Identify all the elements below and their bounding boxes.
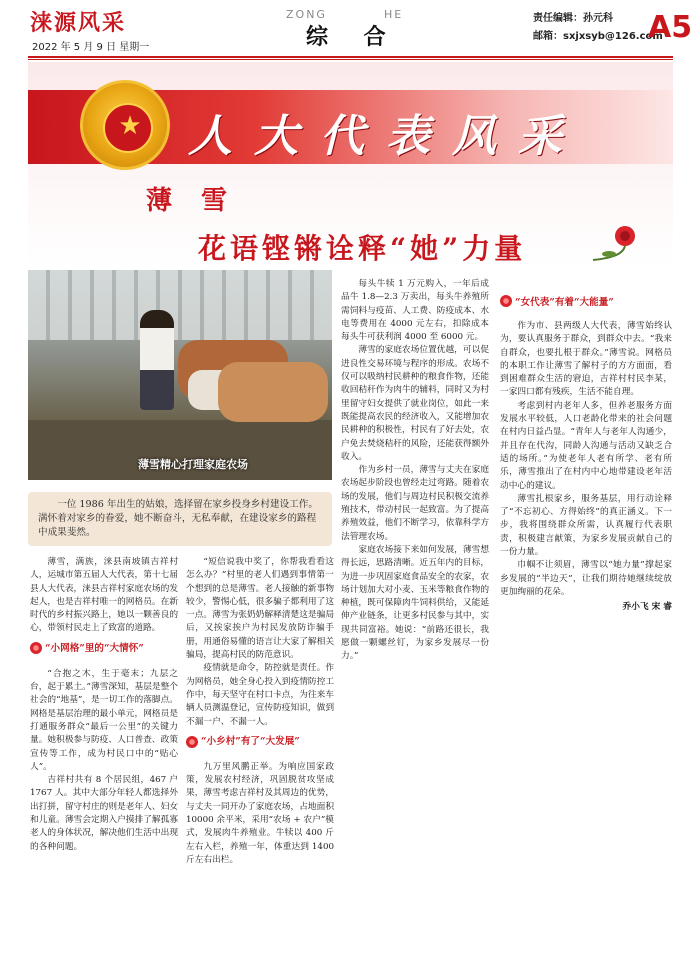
article-paragraph: 吉祥村共有 8 个居民组，467 户 1767 人。其中大部分年轻人都选择外出打拼，留守村庄的则是老年人、妇女和儿童。薄雪会定期入户摸排了解孤寡老人的身体状况，解决他们生活中出现的各种问题。 [30,775,178,852]
article-paragraph: 薄雪扎根家乡，服务基层，用行动诠释了“不忘初心、方得始终”的真正涵义。下一步，我将围绕群众所需，认真履行代表职责，积极建言献策，为家乡发展贡献自己的一份力量。 [500,493,672,558]
issue-date: 2022 年 5 月 9 日 星期一 [32,42,150,53]
article-column-3 [341,278,489,974]
article-paragraph: 九万里风鹏正举。为响应国家政策，发展农村经济，巩固脱贫攻坚成果，薄雪考虑吉祥村及其周边的优势，与丈夫一同开办了家庭农场，占地面积 10000 余平米，采用“农场 + 农户”模式，发展肉牛养殖业。牛犊以 400 斤左右入栏，养殖一年，体重达到 1400 斤左右出栏。 [186,761,334,865]
subheading-3 [500,292,672,314]
masthead-rule [28,56,673,58]
masthead [0,0,700,56]
editor-email[interactable]: sxjxsyb@126.com [563,31,663,42]
article-column-1 [30,556,178,974]
section-name: 综 合 [306,24,400,50]
national-emblem-icon: ★ [80,80,170,170]
byline: 乔小飞 宋 睿 [622,602,672,613]
subheading-text: “女代表”有着“大能量” [515,297,614,308]
section-pinyin-right: HE [384,8,404,21]
article-paragraph: “短信说我中奖了，你帮我看看这怎么办？”村里的老人们遇到事情第一个想到的总是薄雪。老人接触的新事物较少，警惕心低，很多骗子都利用了这一点。薄雪为张奶奶解释清楚这是骗局后，又挨家挨户为村民发放防诈骗手册，用通俗易懂的语言让大家了解相关骗局，提高村民的防范意识。 [186,557,334,661]
article-paragraph: 疫情就是命令，防控就是责任。作为网格员，她全身心投入到疫情防控工作中，每天坚守在村口卡点，为往来车辆人员测温登记，宣传防疫知识，做到不漏一户、不漏一人。 [186,663,334,727]
flower-icon [30,642,42,654]
article-paragraph: 薄雪的家庭农场位置优越，可以促进良性交易环境与程序的形成。农场不仅可以吸纳村民耕种的粮食作物，还能收回秸秆作为肉牛的辅料，同时又为村里留守妇女提供了就业岗位，如此一来既能提高农民的经济收入，又能增加农民耕种的积极性，村民有了好去处，农户免去焚烧秸秆的风险，还能获得额外收入。 [341,345,489,462]
article-paragraph: 巾帼不让须眉，薄雪以“她力量”撑起家乡发展的“半边天”，让我们期待她继续绽放更加绚丽的花朵。 [500,560,672,597]
subheading-1 [30,642,178,664]
article-paragraph: 作为乡村一员，薄雪与丈夫在家庭农场起步阶段也曾经走过弯路。随着农场的发展，他们与周边村民积极交流养殖技术，带动村民一起致富。为了提高养殖效益，他们不断学习，依靠科学方法管理农场。 [341,465,489,542]
article-paragraph: 作为市、县两级人大代表，薄雪始终认为，要认真服务于群众，到群众中去。“我来自群众，也要扎根于群众。”薄雪说。网格员的本职工作让薄雪了解村子的方方面面，看到困难群众生活的窘迫，吉祥村村民李某，一家四口都有残疾，生活不能自理。 [500,321,672,398]
page-number: A5 [648,10,693,45]
intro-summary: 一位 1986 年出生的姑娘，选择留在家乡投身乡村建设工作。满怀着对家乡的眷爱，她不断奋斗，无私奉献，在建设家乡的路程中成果斐然。 [28,492,332,546]
article-paragraph: 考虑到村内老年人多，但养老服务方面发展水平较低，人口老龄化带来的社会问题在村内日益凸显。“青年人与老年人沟通少，并且存在代沟，同龄人沟通与活动又缺乏合适的场所。”为使老年人老有所学、老有所乐，薄雪推出了在村内中心地带建设老年活动中心的建议。 [500,400,672,491]
farmer-figure [140,310,174,410]
masthead-rule-thin [28,59,673,60]
column-title: 人大代表风采 [188,111,584,162]
article-column-2 [186,556,334,974]
flower-icon [500,295,512,307]
article-headline: 花语铿锵诠释“她”力量 [198,232,527,265]
paper-name: 涞源风采 [30,10,127,36]
farm-photo [28,270,332,480]
profile-name: 薄 雪 [146,186,238,216]
editor-label: 责任编辑： [533,13,583,24]
article-paragraph: 每头牛犊 1 万元购入，一年后成品牛 1.8—2.3 万卖出，每头牛养殖所需饲料与疫苗、人工费、防疫成本、水电等费用在 4000 元左右，扣除成本每头牛可获利润 4000 至 6000 元。 [341,279,489,343]
subheading-text: “小网格”里的“大情怀” [45,642,144,654]
flower-icon [186,736,198,748]
subheading-text: “小乡村”有了“大发展” [201,735,300,747]
email-label: 邮箱： [533,31,563,42]
cattle-shape [218,362,328,422]
article-paragraph: “合抱之木，生于毫末；九层之台，起于累土。”薄雪深知，基层是整个社会的“地基”，是一切工作的落脚点。网格是基层治理的最小单元，网格员是打通服务群众“最后一公里”的关键力量。她积极参与防疫、人口普查、政策宣传等工作，成为村民口中的“贴心人”。 [30,668,178,772]
column-banner [28,62,673,268]
article-column-4 [500,320,672,974]
editor-info [533,10,663,46]
photo-caption: 薄雪精心打理家庭农场 [138,458,248,471]
article-paragraph: 家庭农场接下来如何发展，薄雪想得长远，思路清晰。近五年内的目标，为进一步巩固家庭食品安全的农家，农场计划加大对小麦、玉米等粮食作物的种植，既可保障肉牛饲料供给，又能延伸产业链条，让更多村民参与其中，实现共同富裕。她说：“前路还很长，我愿做一颗螺丝钉，为家乡发展尽一份力。” [341,544,489,662]
article-paragraph: 薄雪，满族，涞县南坡镇吉祥村人，运城市第五届人大代表，第十七届县人大代表，涞县吉祥村家庭农场的发起人，也是吉祥村唯一的网格员。在新时代的乡村振兴路上，她以一颗善良的心，带领村民走上了致富的道路。 [30,557,178,634]
rose-icon [583,222,643,262]
subheading-2 [186,735,334,757]
section-pinyin-left: ZONG [286,8,327,21]
editor-name: 孙元科 [583,13,613,24]
